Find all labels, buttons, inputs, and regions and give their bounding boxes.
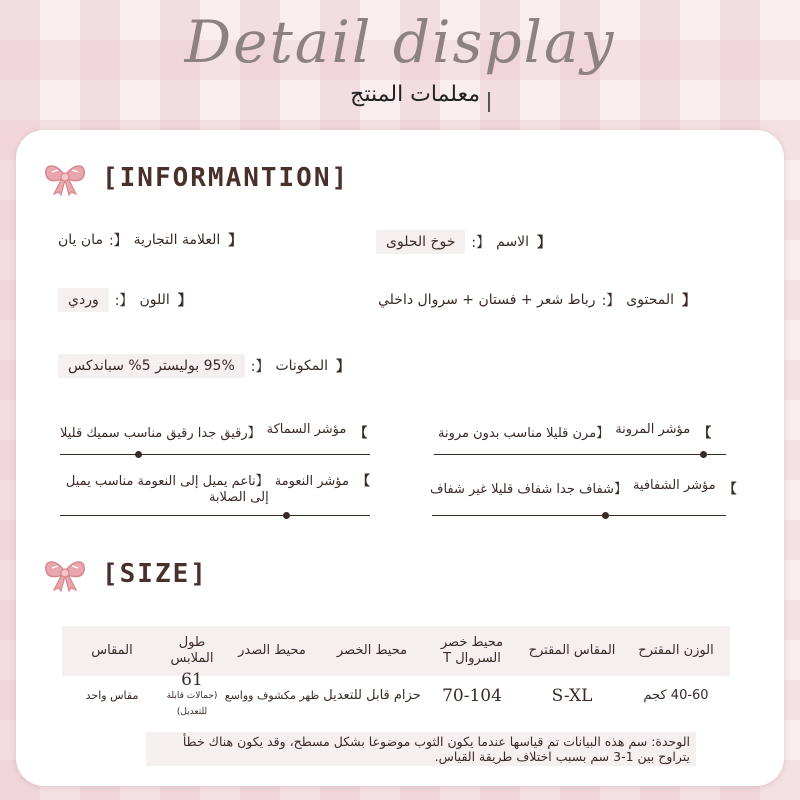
thickness-line [60, 454, 370, 455]
length-note: (حمالات قابلة للتعديل) [166, 691, 218, 717]
size-table-header [62, 626, 730, 676]
size-table [62, 626, 730, 716]
thickness-marker [135, 451, 142, 458]
cell-bust: ظهر مكشوف وواسع [224, 689, 320, 702]
info-section-header [42, 158, 349, 198]
cell-size-one: مقاس واحد [85, 689, 139, 702]
elasticity-marker [700, 451, 707, 458]
bow-icon [42, 556, 88, 592]
col-waist: محيط الخصر [336, 643, 408, 658]
thickness-index: 】 مؤشر السماكة 【رقيق جدا رقيق مناسب سميك قليلا [60, 422, 368, 441]
transparency-label: مؤشر الشفافية [632, 478, 716, 493]
softness-line [60, 515, 370, 516]
transparency-scale: 【شفاف جدا شفاف قليلا غير شفاف [430, 482, 627, 497]
measurement-note: الوحدة: سم هذه البيانات تم قياسها عندما يكون الثوب موضوعا بشكل مسطح، وقد يكون هناك خطأ يتراوح بين 1-3 سم بسبب اختلاف طريقة القياس. [146, 732, 696, 766]
composition-field: 【 المكونات 【: 95% بوليستر 5% سباندكس [58, 354, 350, 378]
name-value: خوخ الحلوى [376, 230, 465, 254]
col-suggested-weight: الوزن المقترح [638, 643, 714, 658]
transparency-line [432, 515, 726, 516]
cell-waist: حزام قابل للتعديل [323, 688, 421, 703]
cell-weight: 40-60 كجم [643, 688, 709, 703]
cell-length: 61 (حمالات قابلة للتعديل) [162, 672, 222, 720]
softness-label: مؤشر النعومة [274, 474, 349, 489]
table-row [62, 670, 730, 717]
cell-size: S-XL [551, 686, 593, 706]
bow-icon [42, 160, 88, 196]
col-length: طول الملابس [170, 635, 214, 666]
transparency-index: 】 مؤشر الشفافية 【شفاف جدا شفاف قليلا غير شفاف [430, 478, 737, 497]
brand-key: العلامة التجارية [133, 232, 221, 248]
color-value: وردي [58, 288, 109, 312]
name-key: الاسم [496, 234, 530, 250]
thickness-label: مؤشر السماكة [266, 422, 347, 437]
divider [488, 92, 490, 112]
softness-marker [283, 512, 290, 519]
size-section-title: [SIZE] [102, 559, 208, 589]
elasticity-scale: 【مرن قليلا مناسب بدون مرونة [438, 426, 610, 441]
page-title: Detail display [184, 8, 616, 76]
elasticity-line [434, 454, 726, 455]
name-field: 【 الاسم 【: خوخ الحلوى [376, 230, 551, 254]
col-bust: محيط الصدر [238, 643, 306, 658]
brand-value: مان يان [58, 232, 103, 248]
composition-value: 95% بوليستر 5% سباندكس [58, 354, 245, 378]
col-suggested-size: المقاس المقترح [528, 643, 616, 658]
size-section-header [42, 554, 208, 594]
color-key: اللون [139, 292, 170, 308]
contents-key: المحتوى [626, 292, 674, 308]
color-field: 【 اللون 【: وردي [58, 288, 192, 312]
composition-key: المكونات [275, 358, 329, 374]
softness-index: 】 مؤشر النعومة 【ناعم يميل إلى النعومة مناسب يميل إلى الصلابة [60, 474, 370, 506]
softness-scale: 【ناعم يميل إلى النعومة مناسب يميل إلى الصلابة [65, 474, 269, 505]
detail-card [16, 130, 784, 786]
info-section-title: [INFORMANTION] [102, 163, 350, 193]
col-pants-waist: محيط خصر السروال T [440, 635, 504, 666]
page-subtitle: معلمات المنتج [350, 82, 480, 107]
col-size: المقاس [91, 643, 133, 658]
cell-pants-waist: 70-104 [442, 686, 502, 706]
contents-value: رباط شعر + فستان + سروال داخلي [378, 292, 596, 308]
elasticity-index: 】 مؤشر المرونة 【مرن قليلا مناسب بدون مرونة [438, 422, 712, 441]
transparency-marker [602, 512, 609, 519]
thickness-scale: 【رقيق جدا رقيق مناسب سميك قليلا [60, 426, 261, 441]
brand-field: 【 العلامة التجارية 【: مان يان [58, 232, 243, 249]
elasticity-label: مؤشر المرونة [615, 422, 691, 437]
contents-field: 【 المحتوى 【: رباط شعر + فستان + سروال داخلي [378, 292, 696, 309]
